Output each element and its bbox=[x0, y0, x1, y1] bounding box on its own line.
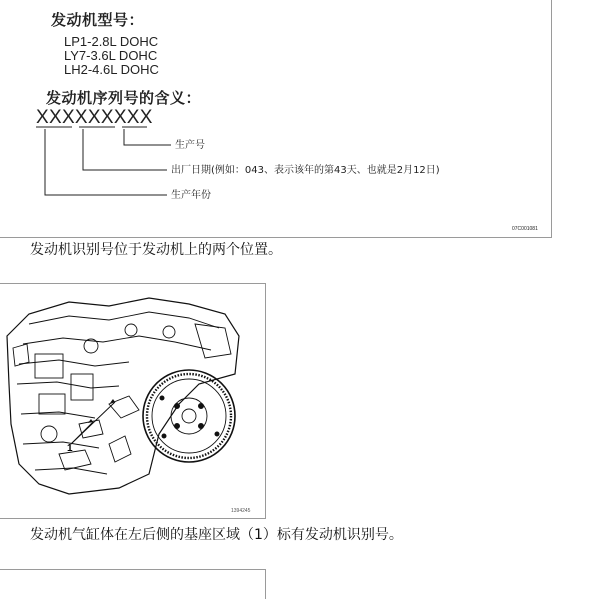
figure-id-1: 07C001081 bbox=[512, 226, 538, 232]
engine-model-lp1: LP1-2.8L DOHC bbox=[64, 34, 159, 49]
engine-model-lh2: LH2-4.6L DOHC bbox=[64, 62, 159, 77]
caption-identification-locations: 发动机识别号位于发动机上的两个位置。 bbox=[30, 242, 282, 258]
next-figure-frame bbox=[0, 569, 266, 599]
leader-production-number bbox=[124, 129, 171, 145]
callout-label-1: 1 bbox=[67, 443, 73, 454]
leader-manufacture-date bbox=[83, 129, 167, 170]
annotation-manufacture-date: 出厂日期(例如：043、表示该年的第43天、也就是2月12日) bbox=[171, 165, 440, 176]
engine-model-ly7: LY7-3.6L DOHC bbox=[64, 48, 158, 63]
annotation-production-number: 生产号 bbox=[175, 140, 205, 151]
annotation-production-year: 生产年份 bbox=[171, 190, 211, 201]
serial-code: XXXXXXXXX bbox=[36, 107, 153, 128]
engine-model-heading: 发动机型号： bbox=[51, 11, 145, 29]
caption-cylinder-block-location: 发动机气缸体在左后侧的基座区域（1）标有发动机识别号。 bbox=[30, 527, 403, 543]
serial-legend-figure bbox=[0, 0, 552, 238]
leader-production-year bbox=[45, 129, 167, 195]
engine-block-figure bbox=[0, 283, 266, 519]
engine-block-drawing bbox=[0, 284, 266, 519]
serial-meaning-heading: 发动机序列号的含义： bbox=[46, 89, 202, 107]
leader-lines bbox=[0, 0, 553, 239]
figure-id-2: 1394245 bbox=[231, 508, 251, 514]
